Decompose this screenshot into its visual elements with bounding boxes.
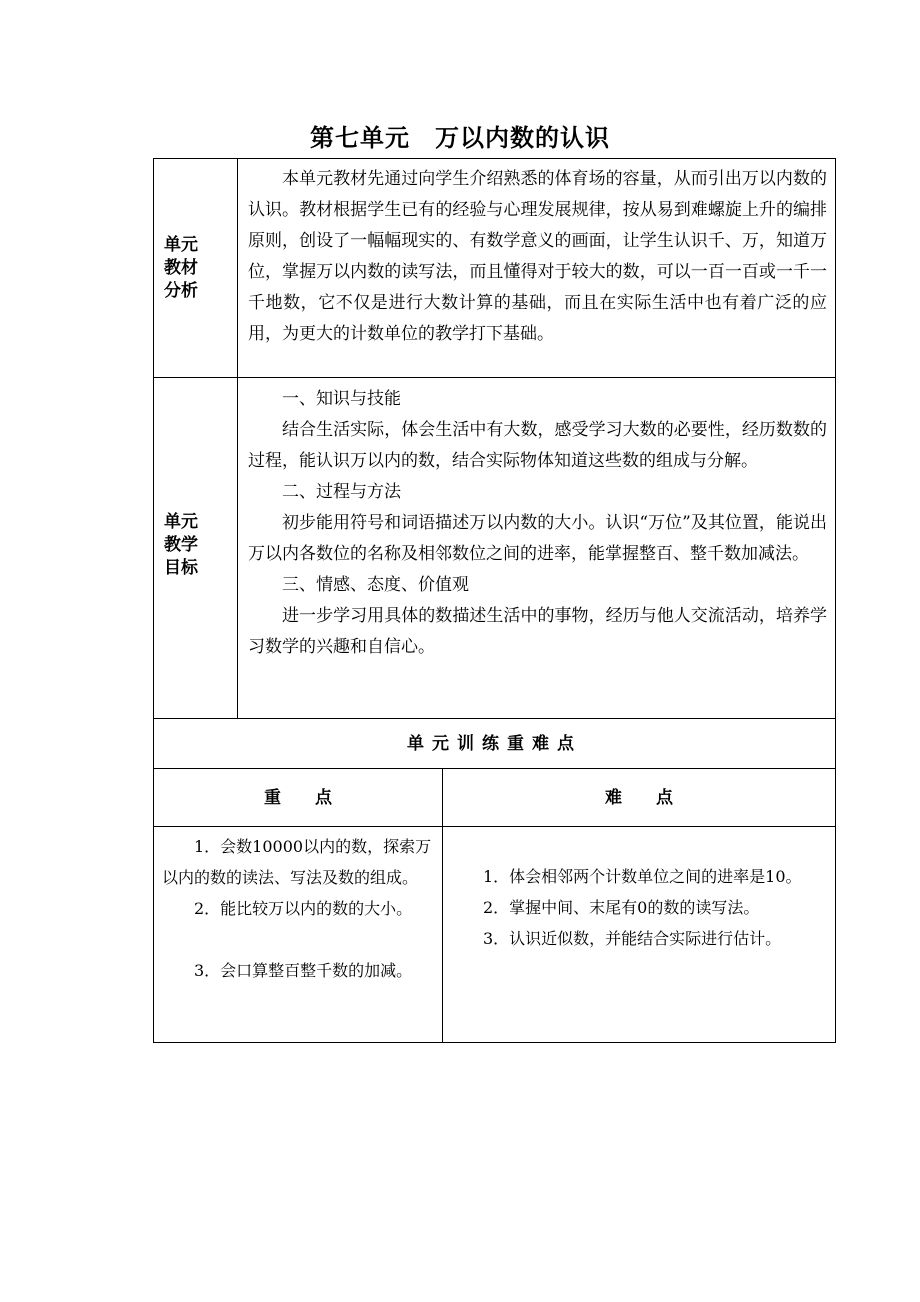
goals-text-process: 初步能用符号和词语描述万以内数的大小。认识“万位”及其位置，能说出万以内各数位的名称及相邻数位之间的进率，能掌握整百、整千数加减法。 [248,513,827,564]
difficult-point-item: 3．认识近似数，并能结合实际进行估计。 [483,929,782,948]
goals-label-cell [154,378,238,718]
goals-text-knowledge: 结合生活实际，体会生活中有大数，感受学习大数的必要性，经历数数的过程，能认识万以内的数，结合实际物体知道这些数的组成与分解。 [248,420,827,471]
analysis-label-line: 单元 [164,235,198,255]
key-point-item: 3．会口算整百整千数的加减。 [194,961,413,980]
analysis-label-line: 分析 [164,281,198,301]
key-point-item: 2．能比较万以内的数的大小。 [194,899,413,918]
page-title: 第七单元 万以内数的认识 [310,123,610,152]
analysis-row [154,159,835,378]
goals-content [238,378,835,718]
analysis-label-line: 教材 [164,258,198,278]
goals-label-line: 单元 [164,512,198,532]
goals-heading-process: 二、过程与方法 [282,482,401,502]
difficult-points-cell [443,827,835,1043]
analysis-content [238,159,835,377]
difficult-point-item: 1．体会相邻两个计数单位之间的进率是10。 [483,867,802,886]
training-header: 单元训练重难点 [154,719,835,769]
analysis-text: 本单元教材先通过向学生介绍熟悉的体育场的容量，从而引出万以内数的认识。教材根据学生已有的经验与心理发展规律，按从易到难螺旋上升的编排原则，创设了一幅幅现实的、有数学意义的画面，让学生认识千、万，知道万位，掌握万以内数的读写法，而且懂得对于较大的数，可以一百一百或一千一千地数，它不仅是进行大数计算的基础，而且在实际生活中也有着广泛的应用，为更大的计数单位的教学打下基础。 [248,169,827,344]
key-points-cell [154,827,443,1043]
goals-heading-attitude: 三、情感、态度、价值观 [282,575,469,595]
goals-row [154,378,835,719]
difficult-points-header: 难 点 [605,788,673,808]
goals-label-line: 教学 [164,535,198,555]
analysis-label-cell [154,159,238,377]
goals-text-attitude: 进一步学习用具体的数描述生活中的事物，经历与他人交流活动，培养学习数学的兴趣和自信心。 [248,606,827,657]
key-points-header: 重 点 [154,769,443,826]
points-content-row [154,827,835,1043]
points-header-row [154,769,835,827]
goals-label-line: 目标 [164,558,198,578]
unit-plan-table [153,158,836,1043]
key-point-item: 1．会数10000以内的数，探索万以内的数的读法、写法及数的组成。 [162,837,432,887]
difficult-point-item: 2．掌握中间、末尾有0的数的读写法。 [483,898,760,917]
goals-heading-knowledge: 一、知识与技能 [282,389,401,409]
